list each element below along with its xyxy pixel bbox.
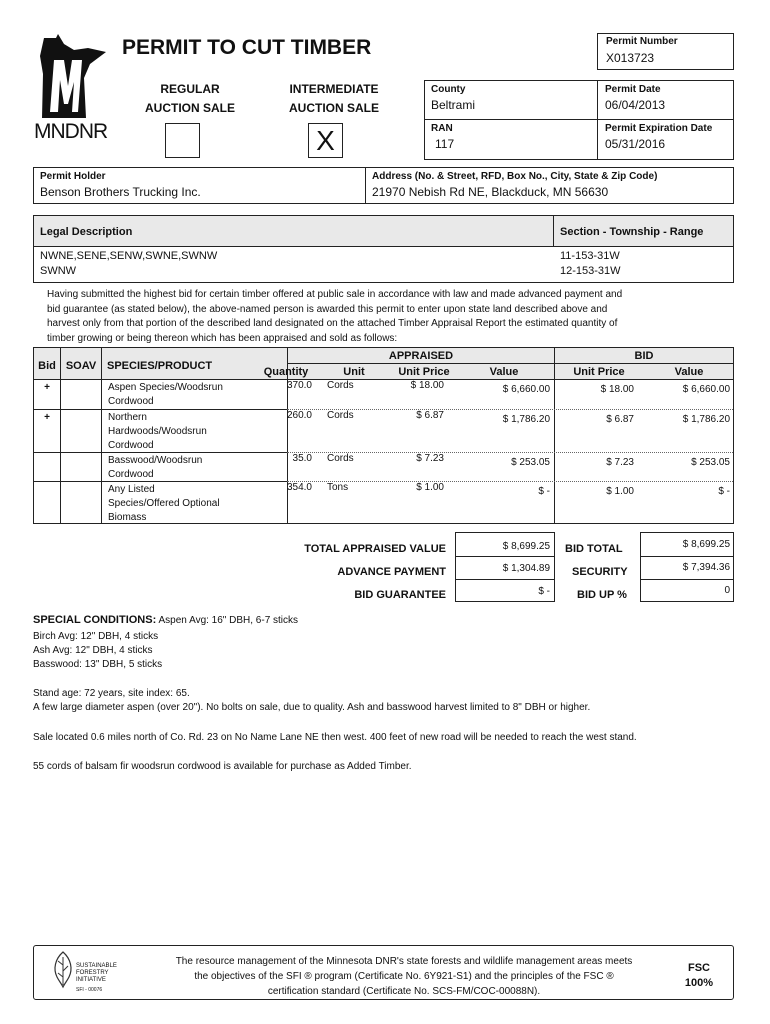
address-value[interactable]: 21970 Nebish Rd NE, Blackduck, MN 56630 xyxy=(372,185,609,199)
intro-line-4: timber growing or being thereon which has been appraised and sold as follows: xyxy=(47,332,398,344)
row-unit: Cords xyxy=(327,453,354,464)
added-timber-note: 55 cords of balsam fir woodsrun cordwood is available for purchase as Added Timber. xyxy=(33,761,412,772)
bid-totals-box xyxy=(640,532,734,602)
row-species-line-2: Hardwoods/Woodsrun xyxy=(108,426,207,437)
bid-total-label: BID TOTAL xyxy=(565,543,623,555)
appraised-totals-box xyxy=(455,532,555,602)
aspen-avg: Aspen Avg: 16" DBH, 6-7 sticks xyxy=(156,615,299,626)
row-quantity: 260.0 xyxy=(286,410,312,421)
large-aspen-note: A few large diameter aspen (over 20"). No bolts on sale, due to quality. Ash and basswood harvest limited to 8" DBH or higher. xyxy=(33,702,591,713)
conditions-line-1 xyxy=(33,614,298,626)
row-value: $ 1,786.20 xyxy=(502,414,550,425)
row-species-line-3: Cordwood xyxy=(108,440,154,451)
row-unit-price: $ 6.87 xyxy=(416,410,444,421)
stand-age: Stand age: 72 years, site index: 65. xyxy=(33,688,190,699)
advance-payment-label: ADVANCE PAYMENT xyxy=(337,566,446,578)
str-line-1: 11-153-31W xyxy=(560,250,620,262)
header-bid-unit-price: Unit Price xyxy=(573,366,625,378)
ran-label: RAN xyxy=(431,123,453,134)
holder-box xyxy=(33,167,734,204)
basswood-avg: Basswood: 13" DBH, 5 sticks xyxy=(33,659,163,670)
page-title: PERMIT TO CUT TIMBER xyxy=(122,36,372,59)
bid-up-label: BID UP % xyxy=(577,589,627,601)
footer-text-line-1: The resource management of the Minnesota DNR's state forests and wildlife management areas meets xyxy=(175,956,633,967)
table-row xyxy=(34,380,733,409)
table-row xyxy=(34,410,733,452)
bid-guarantee-label: BID GUARANTEE xyxy=(354,589,446,601)
birch-avg: Birch Avg: 12" DBH, 4 sticks xyxy=(33,631,159,642)
section-township-range-label: Section - Township - Range xyxy=(560,226,704,238)
permit-date-value[interactable]: 06/04/2013 xyxy=(605,98,666,112)
permit-number-label: Permit Number xyxy=(606,36,678,47)
footer-text-line-3: certification standard (Certificate No. SCS-FM/COC-00088N). xyxy=(267,986,541,997)
str-line-2: 12-153-31W xyxy=(560,265,621,277)
intro-line-2: bid guarantee (as stated below), the above-named person is awarded this permit to enter upon state land described above and xyxy=(47,303,608,315)
row-species-line-2: Cordwood xyxy=(108,469,154,480)
intermediate-label-2: AUCTION SALE xyxy=(289,101,379,115)
footer-box xyxy=(33,945,734,1000)
expiration-value[interactable]: 05/31/2016 xyxy=(605,137,666,151)
intro-line-1: Having submitted the highest bid for certain timber offered at public sale in accordance with law and made advanced payment and xyxy=(47,289,623,300)
row-species-line-2: Species/Offered Optional xyxy=(108,498,220,509)
row-species-line-1: Basswood/Woodsrun xyxy=(108,455,203,466)
row-unit: Cords xyxy=(327,410,354,421)
permit-info-grid xyxy=(424,80,734,160)
bid-up-value[interactable]: 0 xyxy=(724,585,730,596)
row-unit-price: $ 18.00 xyxy=(410,380,444,391)
header-unit: Unit xyxy=(343,366,365,378)
county-label: County xyxy=(431,84,466,95)
intro-line-3: harvest only from that portion of the described land designated on the attached Timber Appraisal Report the estimated quantity of xyxy=(47,318,618,329)
row-bid-unit-price: $ 6.87 xyxy=(606,414,634,425)
intermediate-checkbox[interactable]: X xyxy=(308,123,343,158)
row-value: $ 253.05 xyxy=(511,457,550,468)
legal-description-line-2: SWNW xyxy=(40,265,77,277)
header-unit-price: Unit Price xyxy=(398,366,450,378)
legal-description-label: Legal Description xyxy=(40,226,133,238)
row-species-line-1: Any Listed xyxy=(108,484,155,495)
header-appraised: APPRAISED xyxy=(388,350,454,362)
sfi-line-3: INITIATIVE xyxy=(76,977,106,983)
row-species-line-1: Aspen Species/Woodsrun xyxy=(108,382,223,393)
row-bid-unit-price: $ 1.00 xyxy=(606,486,634,497)
advance-payment-value[interactable]: $ 1,304.89 xyxy=(502,563,550,574)
regular-label-1: REGULAR xyxy=(160,82,220,96)
table-row xyxy=(34,453,733,481)
permit-date-label: Permit Date xyxy=(605,84,661,95)
row-bid-mark: + xyxy=(44,382,50,393)
row-quantity: 354.0 xyxy=(286,482,312,493)
row-species-line-2: Cordwood xyxy=(108,396,154,407)
ash-avg: Ash Avg: 12" DBH, 4 sticks xyxy=(33,645,153,656)
footer-text-line-2: the objectives of the SFI ® program (Certificate No. 6Y921-S1) and the principles of the FSC ® xyxy=(194,971,614,982)
intro-paragraph xyxy=(47,288,737,346)
logo-text: MNDNR xyxy=(34,120,108,143)
intermediate-label-1: INTERMEDIATE xyxy=(289,82,379,96)
row-value: $ 6,660.00 xyxy=(502,384,550,395)
mndnr-logo xyxy=(34,34,114,144)
row-species-line-1: Northern xyxy=(108,412,147,423)
total-appraised-label: TOTAL APPRAISED VALUE xyxy=(304,543,446,555)
table-row xyxy=(34,482,733,523)
total-appraised-value[interactable]: $ 8,699.25 xyxy=(502,541,550,552)
timber-table xyxy=(33,347,734,524)
county-value[interactable]: Beltrami xyxy=(431,98,476,112)
sfi-line-2: FORESTRY xyxy=(76,970,109,976)
row-value: $ - xyxy=(538,486,550,497)
location-note: Sale located 0.6 miles north of Co. Rd. 23 on No Name Lane NE then west. 400 feet of new road will be needed to reach the west stand. xyxy=(33,732,637,743)
row-bid-unit-price: $ 7.23 xyxy=(606,457,634,468)
row-quantity: 35.0 xyxy=(292,453,312,464)
header-species: SPECIES/PRODUCT xyxy=(107,360,213,372)
regular-label-2: AUCTION SALE xyxy=(145,101,235,115)
header-soav: SOAV xyxy=(65,360,97,372)
sfi-line-1: SUSTAINABLE xyxy=(76,963,117,969)
ran-value[interactable]: 117 xyxy=(435,137,455,151)
address-label: Address (No. & Street, RFD, Box No., City, State & Zip Code) xyxy=(372,171,658,182)
holder-label: Permit Holder xyxy=(40,171,106,182)
header-bid-group: BID xyxy=(634,350,654,362)
row-unit: Cords xyxy=(327,380,354,391)
row-bid-value: $ - xyxy=(718,486,730,497)
security-value[interactable]: $ 7,394.36 xyxy=(682,562,730,573)
holder-name[interactable]: Benson Brothers Trucking Inc. xyxy=(40,185,201,199)
bid-guarantee-value[interactable]: $ - xyxy=(538,586,550,597)
permit-number-value[interactable]: X013723 xyxy=(606,51,655,65)
row-species-line-3: Biomass xyxy=(108,512,147,523)
special-conditions-label: SPECIAL CONDITIONS: xyxy=(33,614,157,626)
row-bid-value: $ 1,786.20 xyxy=(682,414,730,425)
header-bid: Bid xyxy=(38,360,56,372)
row-unit-price: $ 1.00 xyxy=(416,482,444,493)
security-label: SECURITY xyxy=(572,566,628,578)
permit-number-box xyxy=(597,33,734,70)
row-bid-value: $ 6,660.00 xyxy=(682,384,730,395)
row-quantity: 370.0 xyxy=(286,380,312,391)
expiration-label: Permit Expiration Date xyxy=(605,123,713,134)
row-bid-unit-price: $ 18.00 xyxy=(600,384,634,395)
row-bid-value: $ 253.05 xyxy=(691,457,730,468)
row-unit: Tons xyxy=(327,482,349,493)
header-bid-value: Value xyxy=(674,366,704,378)
bid-total-value[interactable]: $ 8,699.25 xyxy=(682,539,730,550)
sfi-code: SFI - 00076 xyxy=(76,987,103,993)
row-unit-price: $ 7.23 xyxy=(416,453,444,464)
row-bid-mark: + xyxy=(44,412,50,423)
legal-box xyxy=(33,215,734,283)
fsc-percent: 100% xyxy=(684,977,714,989)
legal-description-line-1: NWNE,SENE,SENW,SWNE,SWNW xyxy=(40,250,218,262)
header-quantity: Quantity xyxy=(263,366,309,378)
header-value: Value xyxy=(489,366,519,378)
sfi-leaf-icon xyxy=(52,951,74,989)
fsc-label: FSC xyxy=(688,962,710,974)
regular-checkbox[interactable] xyxy=(165,123,200,158)
